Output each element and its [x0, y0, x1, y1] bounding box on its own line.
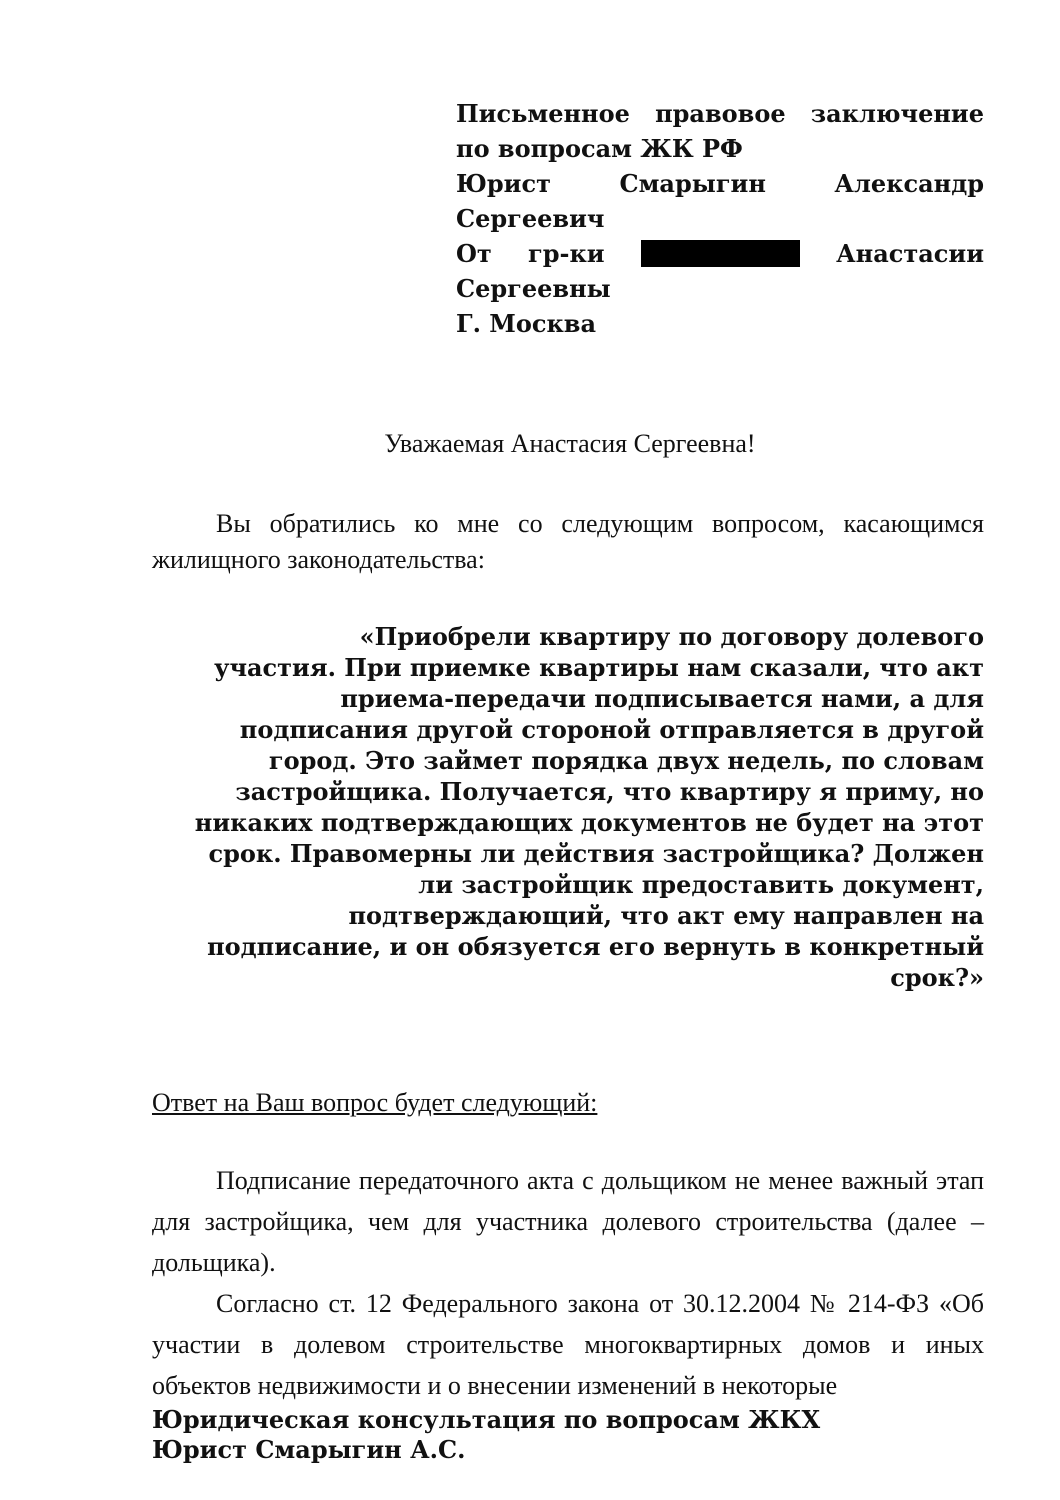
redaction-bar: [641, 240, 800, 267]
client-question: [152, 621, 984, 993]
answer-paragraph-1: Подписание передаточного акта с дольщиком не менее важный этап для застройщика, чем для участника долевого строительства (далее – дольщика).: [152, 1166, 984, 1277]
header-text: Сергеевны: [456, 274, 611, 303]
question-line: подписания другой стороной отправляется в другой: [239, 715, 984, 744]
question-line: подписание, и он обязуется его вернуть в конкретный: [207, 932, 984, 961]
header-text: Г. Москва: [456, 309, 597, 338]
page-footer: [152, 1405, 984, 1465]
question-line: срок. Правомерны ли действия застройщика? Должен: [208, 839, 984, 868]
header-title-line-2: [456, 131, 984, 166]
question-line: подтверждающий, что акт ему направлен на: [348, 901, 984, 930]
footer-firm: Юридическая консультация по вопросам ЖКХ: [152, 1405, 821, 1434]
question-line: срок?»: [890, 963, 984, 992]
question-line: ли застройщик предоставить документ,: [418, 870, 984, 899]
question-line: участия. При приемке квартиры нам сказали, что акт: [214, 653, 984, 682]
header-word: Юрист: [456, 169, 551, 198]
header-lawyer-patronymic: [456, 201, 984, 236]
question-line: приема-передачи подписывается нами, а для: [340, 684, 984, 713]
header-word: От: [456, 239, 492, 268]
greeting: Уважаемая Анастасия Сергеевна!: [384, 429, 756, 458]
header-title-line-1: [456, 96, 984, 131]
answer-paragraph-2: Согласно ст. 12 Федерального закона от 30.12.2004 № 214-ФЗ «Об участии в долевом строительстве многоквартирных домов и иных объектов недвижимости и о внесении изменений в некоторые: [152, 1289, 984, 1400]
intro-paragraph: Вы обратились ко мне со следующим вопросом, касающимся жилищного законодательства:: [152, 509, 984, 574]
header-word: заключение: [810, 99, 984, 128]
question-line: город. Это займет порядка двух недель, по словам: [268, 746, 984, 775]
answer-heading: Ответ на Ваш вопрос будет следующий:: [152, 1088, 598, 1117]
header-text: по вопросам ЖК РФ: [456, 134, 743, 163]
header-word: Александр: [834, 169, 984, 198]
header-word: Анастасии: [836, 239, 984, 268]
header-word: Смарыгин: [619, 169, 766, 198]
question-line: застройщика. Получается, что квартиру я приму, но: [235, 777, 984, 806]
header-city: [456, 306, 984, 341]
header-client-patronymic: [456, 271, 984, 306]
header-client-line: [456, 236, 984, 271]
document-header: [456, 96, 984, 341]
question-line: «Приобрели квартиру по договору долевого: [359, 622, 984, 651]
header-lawyer-line: [456, 166, 984, 201]
header-word: Письменное: [456, 99, 630, 128]
footer-lawyer: Юрист Смарыгин А.С.: [152, 1435, 466, 1464]
header-word: правовое: [655, 99, 786, 128]
header-text: Сергеевич: [456, 204, 605, 233]
question-line: никаких подтверждающих документов не будет на этот: [194, 808, 984, 837]
header-word: гр-ки: [528, 239, 605, 268]
